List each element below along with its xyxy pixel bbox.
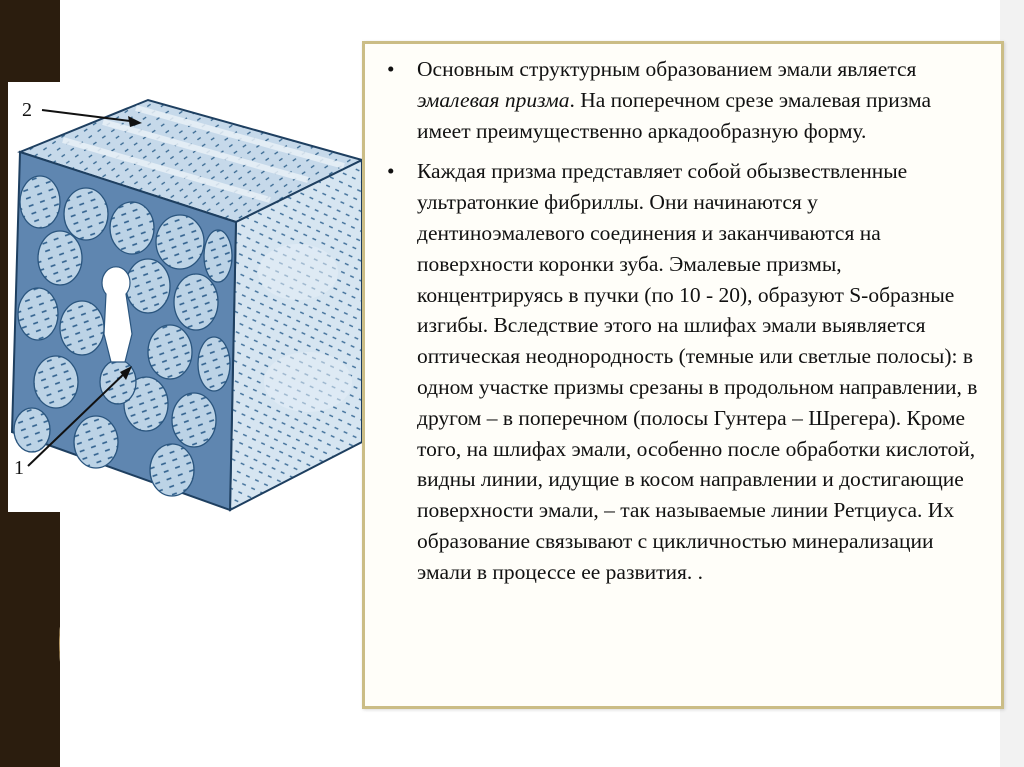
enamel-prism-figure xyxy=(8,82,364,512)
bullet-1-text-start: Основным структурным образованием эмали является xyxy=(417,57,917,81)
bullet-1-text-end: . На поперечном срезе эмалевая призма имеет преимущественно аркадообразную форму. xyxy=(417,87,932,143)
bullet-paragraph-2 xyxy=(379,156,987,587)
bullet-2-text: Каждая призма представляет собой обызвествленные ультратонкие фибриллы. Они начинаются у дентиноэмалевого соединения и заканчиваются на поверхности коронки зуба. Эмалевые призмы, концентрируясь в пучки (по 10 - 20), образуют S-образные изгибы. Вследствие этого на шлифах эмали выявляется оптическая неоднородность (темные или светлые полосы): в одном участке призмы срезаны в продольном направлении, в другом – в поперечном (полосы Гунтера – Шрегера). Кроме того, на шлифах эмали, особенно после обработки кислотой, видны линии, идущие в косом направлении и достигающие поверхности эмали, – так называемые линии Ретциуса. Их образование связывают с цикличностью минерализации эмали в процессе ее развития. . xyxy=(417,159,978,584)
text-panel xyxy=(362,41,1004,709)
figure-label-1: 1 xyxy=(14,457,24,479)
figure-label-2: 2 xyxy=(22,99,32,121)
bullet-marker: • xyxy=(387,57,395,81)
bullet-marker: • xyxy=(387,159,395,184)
bullet-1-emphasis: эмалевая призма xyxy=(417,87,570,112)
enamel-cube-illustration xyxy=(8,82,364,512)
bullet-paragraph-1 xyxy=(379,54,987,146)
